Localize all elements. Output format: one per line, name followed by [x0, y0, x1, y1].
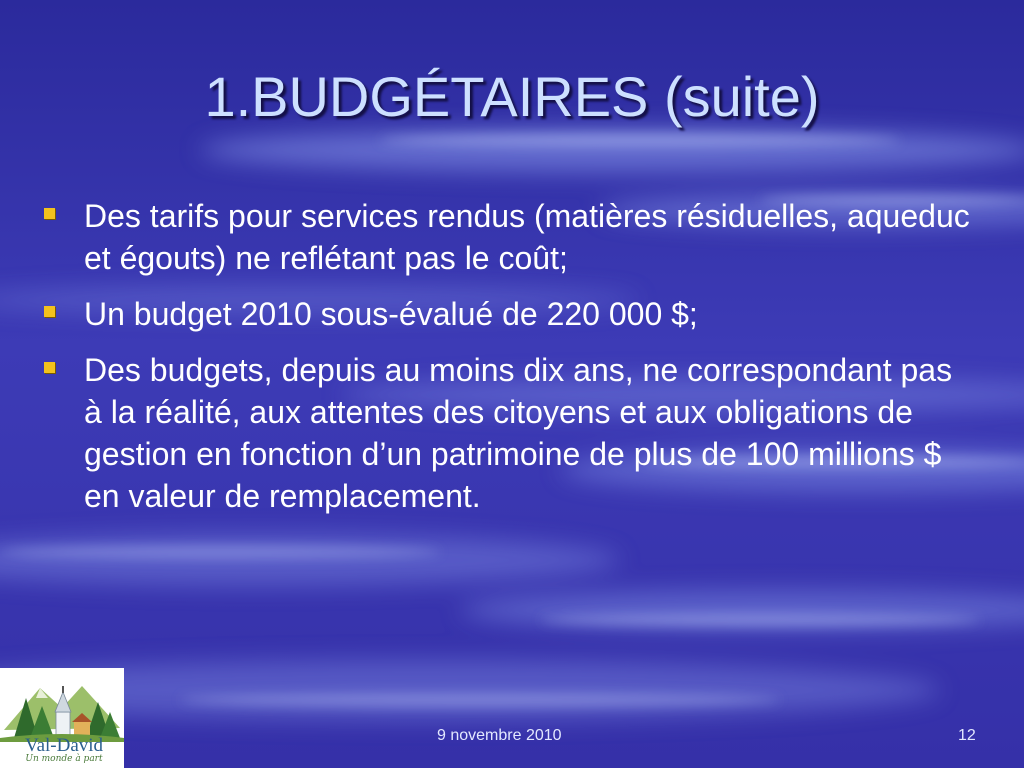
- bullet-square-icon: [44, 208, 55, 219]
- bullet-square-icon: [44, 306, 55, 317]
- bullet-text: Un budget 2010 sous-évalué de 220 000 $;: [84, 296, 698, 332]
- slide-number: 12: [958, 727, 976, 744]
- bullet-text: Des tarifs pour services rendus (matières résiduelles, aqueduc et égouts) ne reflétant pas le coût;: [84, 198, 970, 276]
- bullet-text: Des budgets, depuis au moins dix ans, ne correspondant pas à la réalité, aux attentes des citoyens et aux obligations de gestion en fonction d’un patrimoine de plus de 100 millions $ en valeur de remplacement.: [84, 352, 953, 514]
- val-david-logo: [0, 668, 124, 768]
- bullet-item: [44, 349, 974, 517]
- bullet-square-icon: [44, 362, 55, 373]
- bullet-item: [44, 195, 974, 279]
- bullet-list: [44, 195, 974, 531]
- bullet-item: [44, 293, 974, 335]
- logo-name: Val-David: [24, 735, 104, 756]
- slide-title: 1.BUDGÉTAIRES (suite): [204, 65, 820, 128]
- logo-tagline: Un monde à part: [25, 754, 103, 764]
- footer-date: 9 novembre 2010: [437, 727, 562, 744]
